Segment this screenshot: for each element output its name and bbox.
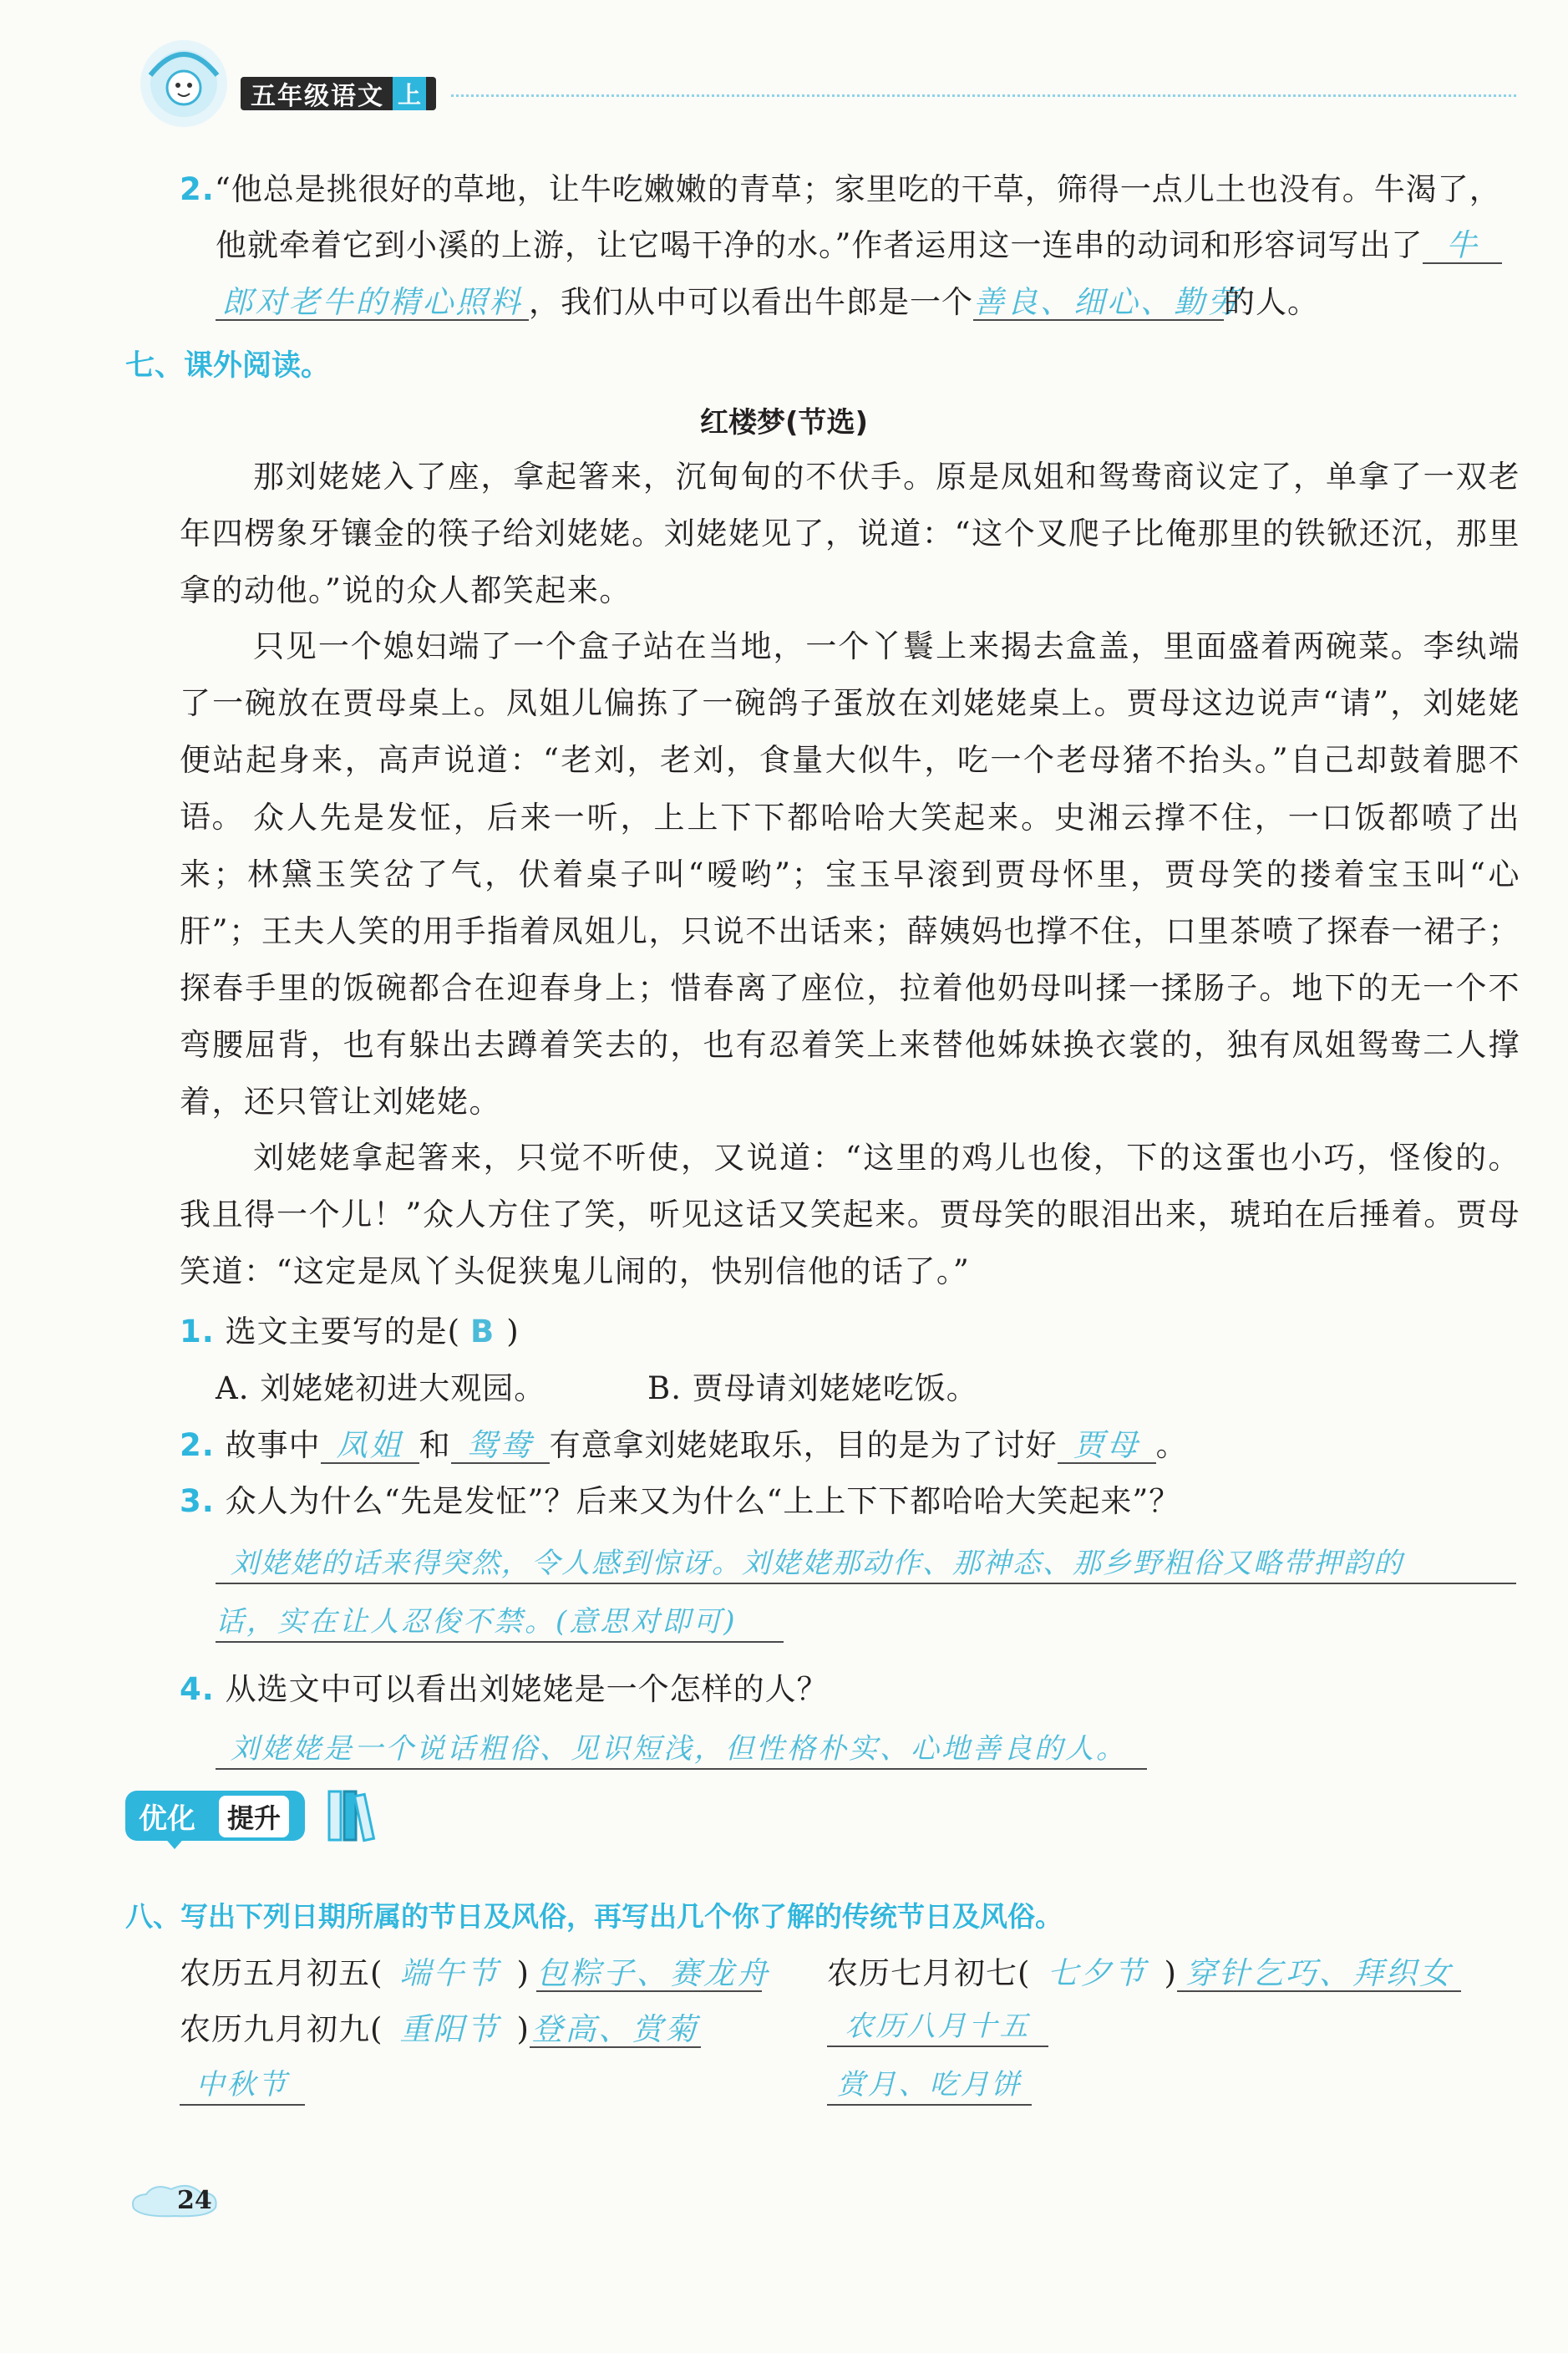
prev-q2-end: 的人。 bbox=[1224, 284, 1319, 320]
s7-q3-answer-line1: 刘姥姥的话来得突然，令人感到惊讶。刘姥姥那动作、那神态、那乡野粗俗又略带押韵的 bbox=[216, 1544, 1516, 1584]
s7-q4-text: 从选文中可以看出刘姥姥是一个怎样的人？ bbox=[225, 1671, 829, 1707]
banner-optimize bbox=[125, 1784, 313, 1849]
page-number-badge bbox=[125, 2179, 226, 2221]
s8-extra-custom: 赏月、吃月饼 bbox=[827, 2066, 1032, 2106]
page-number: 24 bbox=[177, 2186, 212, 2215]
s7-q2 bbox=[180, 1427, 1188, 1464]
prev-q2-answer1a: 牛 bbox=[1423, 229, 1502, 264]
prev-q2-line3 bbox=[216, 284, 1319, 321]
s8-custom-1: 包粽子、赛龙舟 bbox=[535, 1955, 770, 1991]
prev-q2-text1: “他总是挑很好的草地，让牛吃嫩嫩的青草；家里吃的干草，筛得一点儿土也没有。牛渴了， bbox=[214, 171, 1501, 207]
s8-festival-3: 重阳节 bbox=[399, 2011, 500, 2047]
s8-date-3: 农历九月初九( bbox=[180, 2011, 383, 2047]
cartoon-girl-icon bbox=[125, 25, 242, 134]
passage-paragraph-2: 只见一个媳妇端了一个盒子站在当地，一个丫鬟上来揭去盒盖，里面盛着两碗菜。李纨端了一碗放在贾母桌上。凤姐儿偏拣了一碗鸽子蛋放在刘姥姥桌上。贾母这边说声“请”，刘姥姥便站起身来，高声说道：“老刘，老刘，食量大似牛，吃一个老母猪不抬头。”自己却鼓着腮不语。 bbox=[180, 628, 1520, 835]
section7-title: 七、课外阅读。 bbox=[125, 349, 331, 383]
passage-title: 红楼梦(节选) bbox=[699, 406, 869, 440]
header-decoration bbox=[125, 25, 242, 134]
s7-q4 bbox=[180, 1671, 829, 1708]
s7-q1-number: 1. bbox=[180, 1314, 215, 1349]
s8-date-1: 农历五月初五( bbox=[180, 1955, 383, 1991]
passage-paragraph-4: 刘姥姥拿起箸来，只觉不听使，又说道：“这里的鸡儿也俊，下的这蛋也小巧，怪俊的。我且得一个儿！”众人方住了笑，听见这话又笑起来。贾母笑的眼泪出来，琥珀在后捶着。贾母笑道：“这定是凤丫头促狭鬼儿闹的，快别信他的话了。” bbox=[180, 1140, 1520, 1289]
header-title-box bbox=[241, 77, 436, 110]
s7-q2-answer2: 鸳鸯 bbox=[451, 1429, 550, 1464]
s8-extra-festival: 中秋节 bbox=[180, 2066, 305, 2106]
passage-paragraph-1: 那刘姥姥入了座，拿起箸来，沉甸甸的不伏手。原是凤姐和鸳鸯商议定了，单拿了一双老年四楞象牙镶金的筷子给刘姥姥。刘姥姥见了，说道：“这个叉爬子比俺那里的铁锨还沉，那里拿的动他。”说的众人都笑起来。 bbox=[180, 459, 1520, 608]
s7-q2-answer3: 贾母 bbox=[1058, 1429, 1156, 1464]
s8-custom-2: 穿针乞巧、拜织女 bbox=[1177, 1957, 1461, 1992]
s7-q1-option-a: A. 刘姥姥初进大观园。 bbox=[216, 1370, 546, 1406]
banner-right-text: 提升 bbox=[219, 1796, 289, 1837]
header-dotted-line bbox=[451, 94, 1516, 97]
s7-q1 bbox=[180, 1314, 520, 1350]
s7-q4-number: 4. bbox=[180, 1671, 215, 1707]
s7-q2-text1: 故事中 bbox=[225, 1427, 321, 1463]
s7-q1-text: 选文主要写的是( bbox=[225, 1314, 461, 1349]
s7-q2-text2: 和 bbox=[419, 1427, 451, 1463]
s7-q2-text3: 有意拿刘姥姥取乐，目的是为了讨好 bbox=[549, 1427, 1058, 1463]
s8-row1-right bbox=[827, 1955, 1461, 1992]
s7-q1-close: ) bbox=[506, 1314, 520, 1349]
prev-q2-mid: ，我们从中可以看出牛郎是一个 bbox=[529, 284, 973, 320]
prev-q2-answer2: 善良、细心、勤劳 bbox=[973, 284, 1241, 320]
s8-paren-1: ) bbox=[516, 1955, 530, 1991]
s7-q3-number: 3. bbox=[180, 1483, 215, 1519]
s7-q2-text4: 。 bbox=[1155, 1427, 1188, 1463]
s7-q3-answer-line2: 话，实在让人忍俊不禁。(意思对即可) bbox=[216, 1603, 784, 1643]
s8-paren-3: ) bbox=[516, 2011, 530, 2047]
section8-title: 八、写出下列日期所属的节日及风俗，再写出几个你了解的传统节日及风俗。 bbox=[125, 1900, 1063, 1933]
s7-q1-option-b: B. 贾母请刘姥姥吃饭。 bbox=[647, 1370, 978, 1406]
s8-festival-2: 七夕节 bbox=[1047, 1955, 1148, 1991]
banner-left-text: 优化 bbox=[139, 1802, 195, 1836]
s8-row1-left bbox=[180, 1955, 770, 1992]
s7-q1-answer: B bbox=[470, 1314, 497, 1349]
prev-q2-text2: 他就牵着它到小溪的上游，让它喝干净的水。”作者运用这一连串的动词和形容词写出了 bbox=[216, 227, 1423, 263]
books-icon bbox=[326, 1786, 384, 1848]
prev-q2-answer1b: 郎对老牛的精心照料 bbox=[216, 286, 529, 321]
s8-date-2: 农历七月初七( bbox=[827, 1955, 1031, 1991]
s7-q3-text: 众人为什么“先是发怔”？后来又为什么“上上下下都哈哈大笑起来”？ bbox=[225, 1483, 1181, 1519]
s8-paren-2: ) bbox=[1164, 1955, 1177, 1991]
prev-q2-number: 2. bbox=[180, 171, 215, 207]
s8-festival-1: 端午节 bbox=[399, 1955, 500, 1991]
header-tag: 上 bbox=[393, 77, 426, 110]
s7-q4-answer-line: 刘姥姥是一个说话粗俗、见识短浅，但性格朴实、心地善良的人。 bbox=[216, 1730, 1147, 1770]
s7-q3 bbox=[180, 1483, 1180, 1520]
prev-q2-line2 bbox=[216, 227, 1502, 264]
header-title: 五年级语文 bbox=[251, 82, 384, 111]
passage-paragraph-3: 众人先是发怔，后来一听，上上下下都哈哈大笑起来。史湘云撑不住，一口饭都喷了出来；林黛玉笑岔了气，伏着桌子叫“嗳哟”；宝玉早滚到贾母怀里，贾母笑的搂着宝玉叫“心肝”；王夫人笑的用手指着凤姐儿，只说不出话来；薛姨妈也撑不住，口里茶喷了探春一裙子；探春手里的饭碗都合在迎春身上；惜春离了座位，拉着他奶母叫揉一揉肠子。地下的无一个不弯腰屈背，也有躲出去蹲着笑去的，也有忍着笑上来替他姊妹换衣裳的，独有凤姐鸳鸯二人撑着，还只管让刘姥姥。 bbox=[180, 800, 1520, 1120]
s7-q2-answer1: 凤姐 bbox=[321, 1429, 419, 1464]
s7-q2-number: 2. bbox=[180, 1427, 215, 1463]
s8-extra-date: 农历八月十五 bbox=[827, 2007, 1048, 2047]
prev-q2-line1 bbox=[180, 171, 1501, 208]
s8-custom-3: 登高、赏菊 bbox=[530, 2013, 701, 2048]
s8-row2-left bbox=[180, 2011, 701, 2048]
